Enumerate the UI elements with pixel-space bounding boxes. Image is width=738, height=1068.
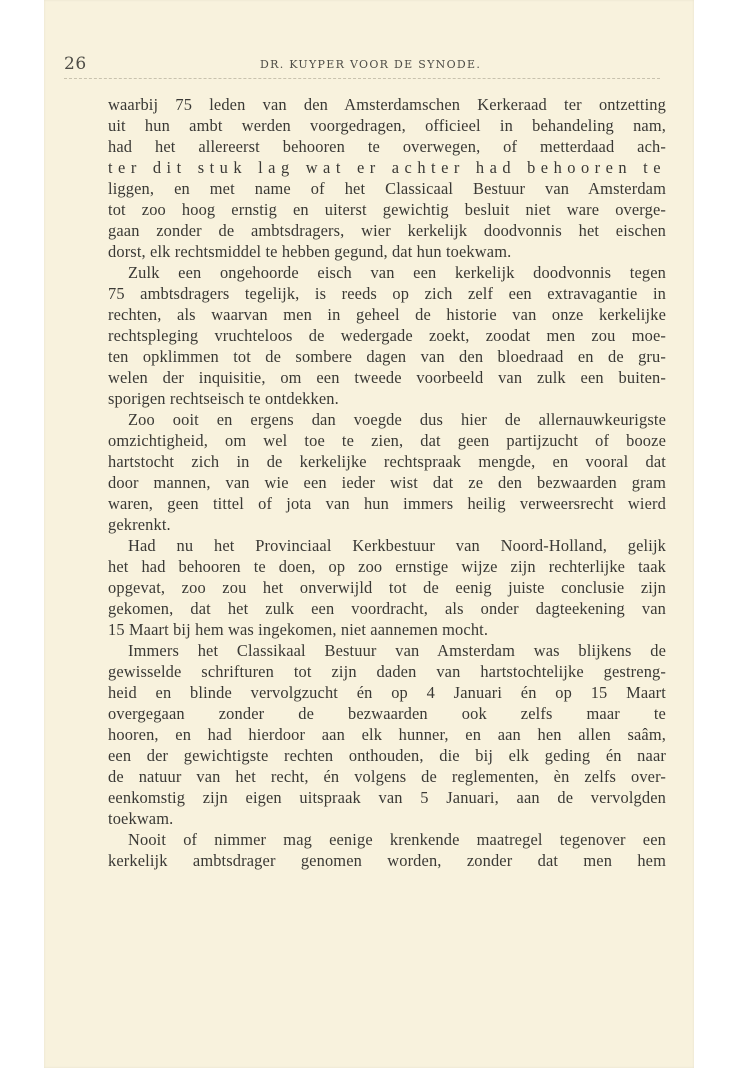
text-line: het had behooren te doen, op zoo ernstige wijze zijn rechterlijke taak [108, 557, 666, 576]
text-line: 75 ambtsdragers tegelijk, is reeds op zich zelf een extravagantie in [108, 284, 666, 303]
text-line: heid en blinde vervolgzucht én op 4 Januari én op 15 Maart [108, 683, 666, 702]
text-line: tot zoo hoog ernstig en uiterst gewichtig besluit niet ware overge- [108, 200, 666, 219]
text-line: rechtspleging vruchteloos de wedergade zoekt, zoodat men zou moe- [108, 326, 666, 345]
text-line: overgegaan zonder de bezwaarden ook zelfs maar te [108, 704, 666, 723]
text-line: Nooit of nimmer mag eenige krenkende maatregel tegenover een [128, 830, 666, 849]
text-line: hartstocht zich in de kerkelijke rechtspraak mengde, en vooral dat [108, 452, 666, 471]
running-head: DR. KUYPER VOOR DE SYNODE. [260, 58, 482, 71]
text-line: gekrenkt. [108, 515, 171, 534]
text-line: Zulk een ongehoorde eisch van een kerkelijk doodvonnis tegen [128, 263, 666, 282]
text-line: een der gewichtigste rechten onthouden, die bij elk geding én naar [108, 746, 666, 765]
text-line: gewisselde schrifturen tot zijn daden van hartstochtelijke gestreng- [108, 662, 666, 681]
text-line: rechten, als waarvan men in geheel de historie van onze kerkelijke [108, 305, 666, 324]
text-line: ter dit stuk lag wat er achter had behooren te [108, 158, 666, 177]
text-line: opgevat, zoo zou het onverwijld tot de eenig juiste conclusie zijn [108, 578, 666, 597]
text-line: 15 Maart bij hem was ingekomen, niet aannemen mocht. [108, 620, 489, 639]
text-line: Immers het Classikaal Bestuur van Amsterdam was blijkens de [128, 641, 666, 660]
text-line: eenkomstig zijn eigen uitspraak van 5 Januari, aan de vervolgden [108, 788, 666, 807]
text-line: gekomen, dat het zulk een voordracht, als onder dagteekening van [108, 599, 666, 618]
text-line: Zoo ooit en ergens dan voegde dus hier de allernauwkeurigste [128, 410, 666, 429]
header-rule [64, 78, 660, 79]
text-line: de natuur van het recht, én volgens de reglementen, èn zelfs over- [108, 767, 666, 786]
body-text [108, 94, 666, 871]
text-line: omzichtigheid, om wel toe te zien, dat geen partijzucht of booze [108, 431, 666, 450]
text-line: toekwam. [108, 809, 174, 828]
text-line: waren, geen tittel of jota van hun immers heilig verweersrecht wierd [108, 494, 666, 513]
text-line: door mannen, van wie een ieder wist dat ze den bezwaarden gram [108, 473, 666, 492]
paragraph [108, 535, 666, 640]
text-line: waarbij 75 leden van den Amsterdamschen Kerkeraad ter ontzetting [108, 95, 666, 114]
text-line: hooren, en had hierdoor aan elk hunner, en aan hen allen saâm, [108, 725, 666, 744]
paragraph [108, 94, 666, 262]
text-line: sporigen rechtseisch te ontdekken. [108, 389, 339, 408]
text-line: welen der inquisitie, om een tweede voorbeeld van zulk een buiten- [108, 368, 666, 387]
paragraph [108, 262, 666, 409]
page-header [64, 50, 664, 80]
text-line: ten opklimmen tot de sombere dagen van den bloedraad en de gru- [108, 347, 666, 366]
paragraph [108, 829, 666, 871]
page-number: 26 [64, 54, 87, 74]
text-line: kerkelijk ambtsdrager genomen worden, zonder dat men hem [108, 851, 666, 870]
text-line: gaan zonder de ambtsdragers, wier kerkelijk doodvonnis het eischen [108, 221, 666, 240]
text-line: Had nu het Provinciaal Kerkbestuur van Noord-Holland, gelijk [128, 536, 666, 555]
text-line: uit hun ambt werden voorgedragen, officieel in behandeling nam, [108, 116, 666, 135]
text-line: liggen, en met name of het Classicaal Bestuur van Amsterdam [108, 179, 666, 198]
paragraph [108, 640, 666, 829]
text-line: dorst, elk rechtsmiddel te hebben gegund, dat hun toekwam. [108, 242, 512, 261]
paragraph [108, 409, 666, 535]
text-line: had het allereerst behooren te overwegen, of metterdaad ach- [108, 137, 666, 156]
